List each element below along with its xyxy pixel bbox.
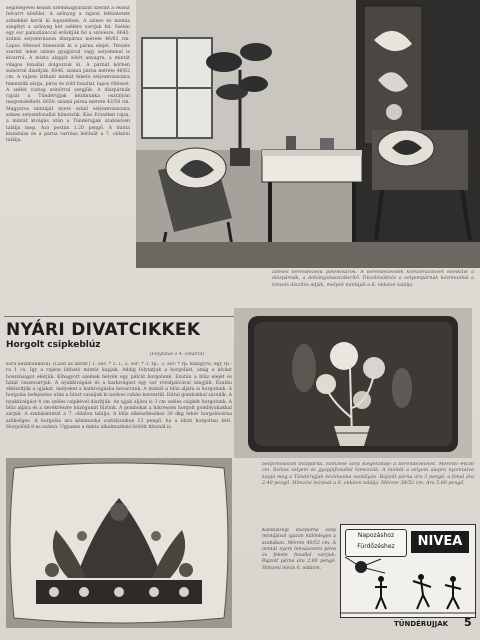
ad-badge (345, 529, 407, 557)
section-body: sőrű kézimunkával. (Lásd az ábrát!) 1. sor: * 5. l., 2. sor: * 3. rp., 3. sor: * rp. kihagyva, egy rp.-ra 1 cs. Így a rajzon látható mintát kapjuk. Addig folytatjuk a horgolást, amíg a kívánt hosszúságot elérjük. Kihagyott szemek helyén egy pálcát horgolunk. Ezután a blúz elejét és hátát összevarrjuk. A nyakkivágást és a karkivágást egy sor rövidpálcával szegjük. Ezután elkészítjük a ujjakat, melyeket a karkivágásba bevarrunk. A mintát a blúz aljára is horgolunk. A horgolás befejezése után a blúzt vasaljuk ki nedves ruhán keresztül. Hátul gombokkal záródik. A nyakkivágást 4 cm széles csipkével díszítjük. Az ujjak aljára is 3 cm széles csipkét horgolunk. A blúz aljára és a derékrészre húzógumit fűzünk. A gombokat a hátrészen horgolt gomblyukakkal zárjuk. A szabásmintát a 7. oldalon találja. A blúz elkészítéséhez 20 dkg fehér horgolócérna szükséges. A horgolás ára kézimunka osztályunkon 12 pengő, ha a blúzt horgoltan kéri. Horgolótű 8-as számú. Ugyanez a minta alkalmazható kötött blúznál is. (6, 362, 232, 430)
continuation-note: (Folytatás a 4. oldalról) (150, 352, 205, 357)
pillow-photo-right (234, 308, 472, 458)
pillow-illustration-left (6, 458, 232, 628)
magazine-name: TÜNDÉRUJJAK (394, 620, 449, 628)
top-text-column: segítségével készíti szemmagyarázat szerint a rézsút felvarrt kötéllel. A szőnyeg a rajzon feltüntetett színekkel kerül ki legszebben. A színes és mintás szegélyt a szőnyeg két szélére varrjuk fel. Szélén egy sor pamutlánccal erősítjük fel a szövésre. 6645. számú selyemvászon díszpárna mérete 46/62 cm. Lapos öltéssel hímezzük ki a párna elejét. Tetszés szerint lehet színes gyapjúval vagy selyemmel is kivarrni. A minta alapját sötét anyagra, a mintát világos fonallal dolgozzuk ki. A párnát körben zsinórral díszítjük. 6646. számú párna mérete 46/62 cm. A rajzon látható mintát fekete selyemvászonra hímezzük sárga, piros és zöld fonallal, lapos öltéssel. A szélét vastag zsinórral szegjük. A díszpárnák rajzát a Tündérujjak kézimunka osztályán megrendelheti. 6650. számú párna mérete 42/58 cm. Magyaros mintáját nyers színű selyemvászonra színes selyemfonallal hímezzük. Kiss Erzsébet rajza, a mintát kivágás után a Tündérujjak szabásívén találja meg. Ára postán 1.20 pengő. A minta kiszabása és a párna varrása leírását a 7. oldalon találja. (6, 6, 130, 144)
room-illustration (136, 0, 480, 268)
pillow-caption: Selyemvászon díszpárna. Hímzése szép kiegészítője a berendezésnek. Méretei 44/56 cm. Színes selyem és gyapjúfonallal hímezzük. A mintát a selyem alapra nyomtatva kapja meg a Tündérujjak kézimunka osztályán. Rajzolt párna ára 3 pengő, a fonal ára 2.40 pengő. Hímzési leírását a 6. oldalon találja. Mérete 38/52 cm. Ára 5.60 pengő. (262, 462, 474, 487)
section-subtitle: Horgolt csipkeblúz (6, 340, 101, 350)
bottom-text-column: Kalotaszegi díszpárna szép mintájával igazán különleges a szobában. Mérete 40/52 cm. A mintát nyers lenvászonra piros és fekete fonallal varrjuk. Rajzolt párna ára 2.80 pengő. Hímzési leírás 6. oldalon. (262, 528, 336, 571)
room-caption: Ízléses berendezésű pihenősarok. A berendezésnek korszerűsítését élénkítik a díszpárnák, a dohányzóasztalterítő. Díszítésükhöz a selyempárnák kézimunkái a hímzés díszítés adják, melyek mintáját a 6. oldalon találja. (272, 270, 474, 288)
page-number: 5 (464, 616, 472, 629)
room-photo (136, 0, 480, 268)
ad-badge-line2: Fürdőzéshez (357, 543, 395, 550)
ad-badge-line1: Napozáshoz (357, 532, 395, 539)
section-title: NYÁRI DIVATCIKKEK (6, 320, 201, 340)
ad-beach-illustration (341, 557, 475, 617)
nivea-advertisement (340, 524, 476, 618)
nivea-brand: NIVEA (411, 531, 469, 553)
pillow-photo-left (6, 458, 232, 628)
pillow-illustration-right (234, 308, 472, 458)
section-divider (4, 316, 234, 317)
